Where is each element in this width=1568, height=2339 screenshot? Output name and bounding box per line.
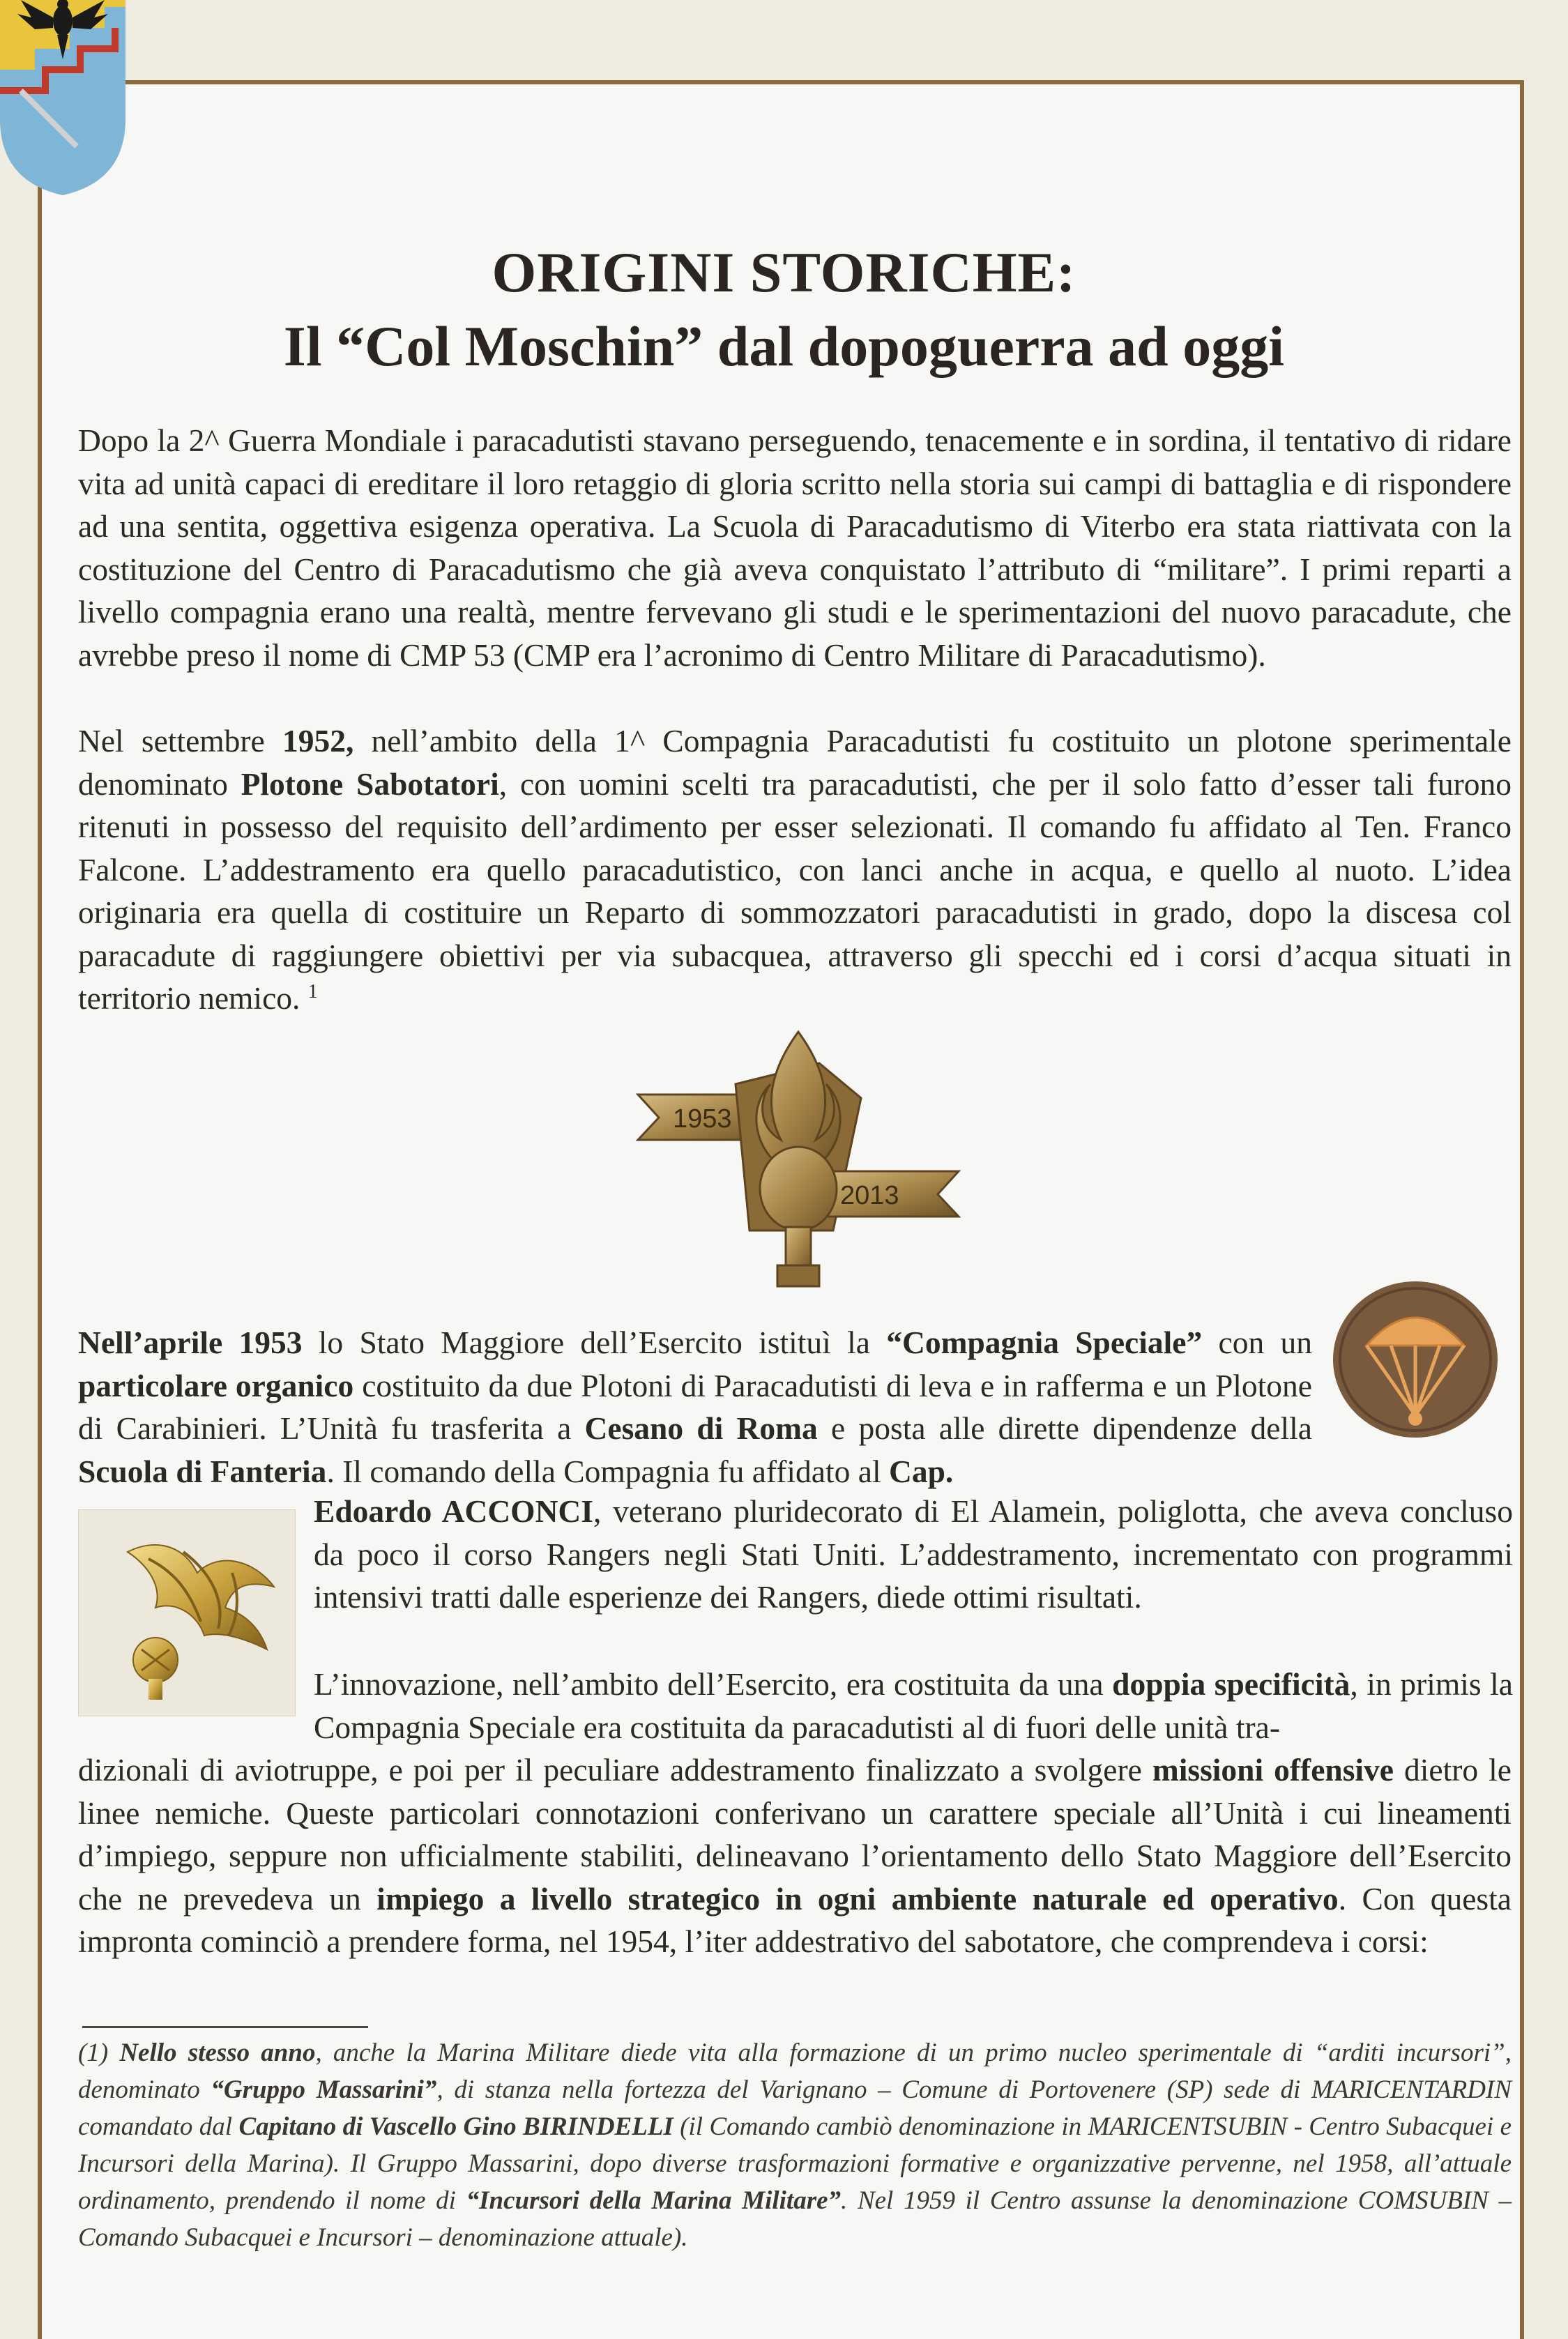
- paragraph-plotone-sabotatori: Nel settembre 1952, nell’ambito della 1^ Compagnia Paracadutisti fu costituito un plotone sperimentale denominato Plotone Sabotatori, con uomini scelti tra paracadutisti, che per il solo fatto d’esser tali furono ritenuti in possesso del requisito dell’ardimento per esser selezionati. Il comando fu affidato al Ten. Franco Falcone. L’addestramento era quello paracadutistico, con lanci anche in acqua, e quello al nuoto. L’idea originaria era quella di costituire un Reparto di sommozzatori paracadutisti in grado, dopo la discesa col paracadute di raggiungere obiettivi per via subacquea, attraverso gli specchi ed i corsi d’acqua situati in territorio nemico. $^1$: [78, 723, 1512, 1016]
- paragraph-innovazione: L’innovazione, nell’ambito dell’Esercito, era costituita da una doppia specificità, in primis la Compagnia Speciale era costituita da paracadutisti al di fuori delle unità tra-: [314, 1666, 1514, 1745]
- paragraph-compagnia-speciale: Nell’aprile 1953 lo Stato Maggiore dell’Esercito istituì la “Compagnia Speciale” con un particolare organico costituito da due Plotoni di Paracadutisti di leva e in rafferma e un Plotone di Carabinieri. L’Unità fu trasferita a Cesano di Roma e posta alle dirette dipendenze della Scuola di Fanteria. Il comando della Compagnia fu affidato al Cap.: [78, 1325, 1312, 1489]
- badge-year-left: 1953: [673, 1104, 732, 1134]
- paragraph-impiego-strategico: dizionali di aviotruppe, e poi per il peculiare addestramento finalizzato a svolgere missioni offensive dietro le linee nemiche. Queste particolari connotazioni conferivano un carattere speciale all’Unità i cui lineamenti d’impiego, seppure non ufficialmente stabiliti, delineavano l’orientamento dello Stato Maggiore dell’Esercito che ne prevedeva un impiego a livello strategico in ogni ambiente naturale ed operativo. Con questa impronta cominciò a prendere forma, nel 1954, l’iter addestrativo del sabotatore, che comprendeva i corsi:: [78, 1752, 1512, 1959]
- page-title-line-2: Il “Col Moschin” dal dopoguerra ad oggi: [283, 314, 1285, 378]
- footnote-ref: 1: [307, 980, 318, 1003]
- coat-of-arms-icon: [0, 0, 132, 202]
- footnote-divider: [82, 2026, 368, 2028]
- paragraph-postwar: Dopo la 2^ Guerra Mondiale i paracadutisti stavano perseguendo, tenacemente e in sordina, il tentativo di ridare vita ad unità capaci di ereditare il loro retaggio di gloria scritto nella storia sui campi di battaglia e di rispondere ad una sentita, oggettiva esigenza operativa. La Scuola di Paracadutismo di Viterbo era stata riattivata con la costituzione del Centro di Paracadutismo che già aveva conquistato l’attributo di “militare”. I primi reparti a livello compagnia erano una realtà, mentre fervevano gli studi e le sperimentazioni del nuovo paracadute, che avrebbe preso il nome di CMP 53 (CMP era l’acronimo di Centro Militare di Paracadutismo).: [78, 422, 1512, 673]
- grenade-emblem-icon: [78, 1509, 296, 1716]
- anniversary-badge-icon: [631, 1021, 966, 1300]
- footnote: (1) Nello stesso anno, anche la Marina Militare diede vita alla formazione di un primo nucleo sperimentale di “arditi incursori”, denominato “Gruppo Massarini”, di stanza nella fortezza del Varignano – Comune di Portovenere (SP) sede di MARICENTARDIN comandato dal Capitano di Vascello Gino BIRINDELLI (il Comando cambiò denominazione in MARICENTSUBIN - Centro Subacquei e Incursori della Marina). Il Gruppo Massarini, dopo diverse trasformazioni formative e organizzative pervenne, nel 1958, all’attuale ordinamento, prendendo il nome di “Incursori della Marina Militare”. Nel 1959 il Centro assunse la denominazione COMSUBIN – Comando Subacquei e Incursori – denominazione attuale).: [78, 2039, 1512, 2252]
- paratrooper-patch-icon: [1328, 1276, 1502, 1443]
- badge-year-right: 2013: [840, 1181, 899, 1210]
- page-title-line-1: ORIGINI STORICHE:: [492, 241, 1076, 304]
- paragraph-acconci: Edoardo ACCONCI, veterano pluridecorato di El Alamein, poliglotta, che aveva concluso da poco il corso Rangers negli Stati Uniti. L’addestramento, incrementato con programmi intensivi tratti dalle esperienze dei Rangers, diede ottimi risultati.: [314, 1493, 1513, 1615]
